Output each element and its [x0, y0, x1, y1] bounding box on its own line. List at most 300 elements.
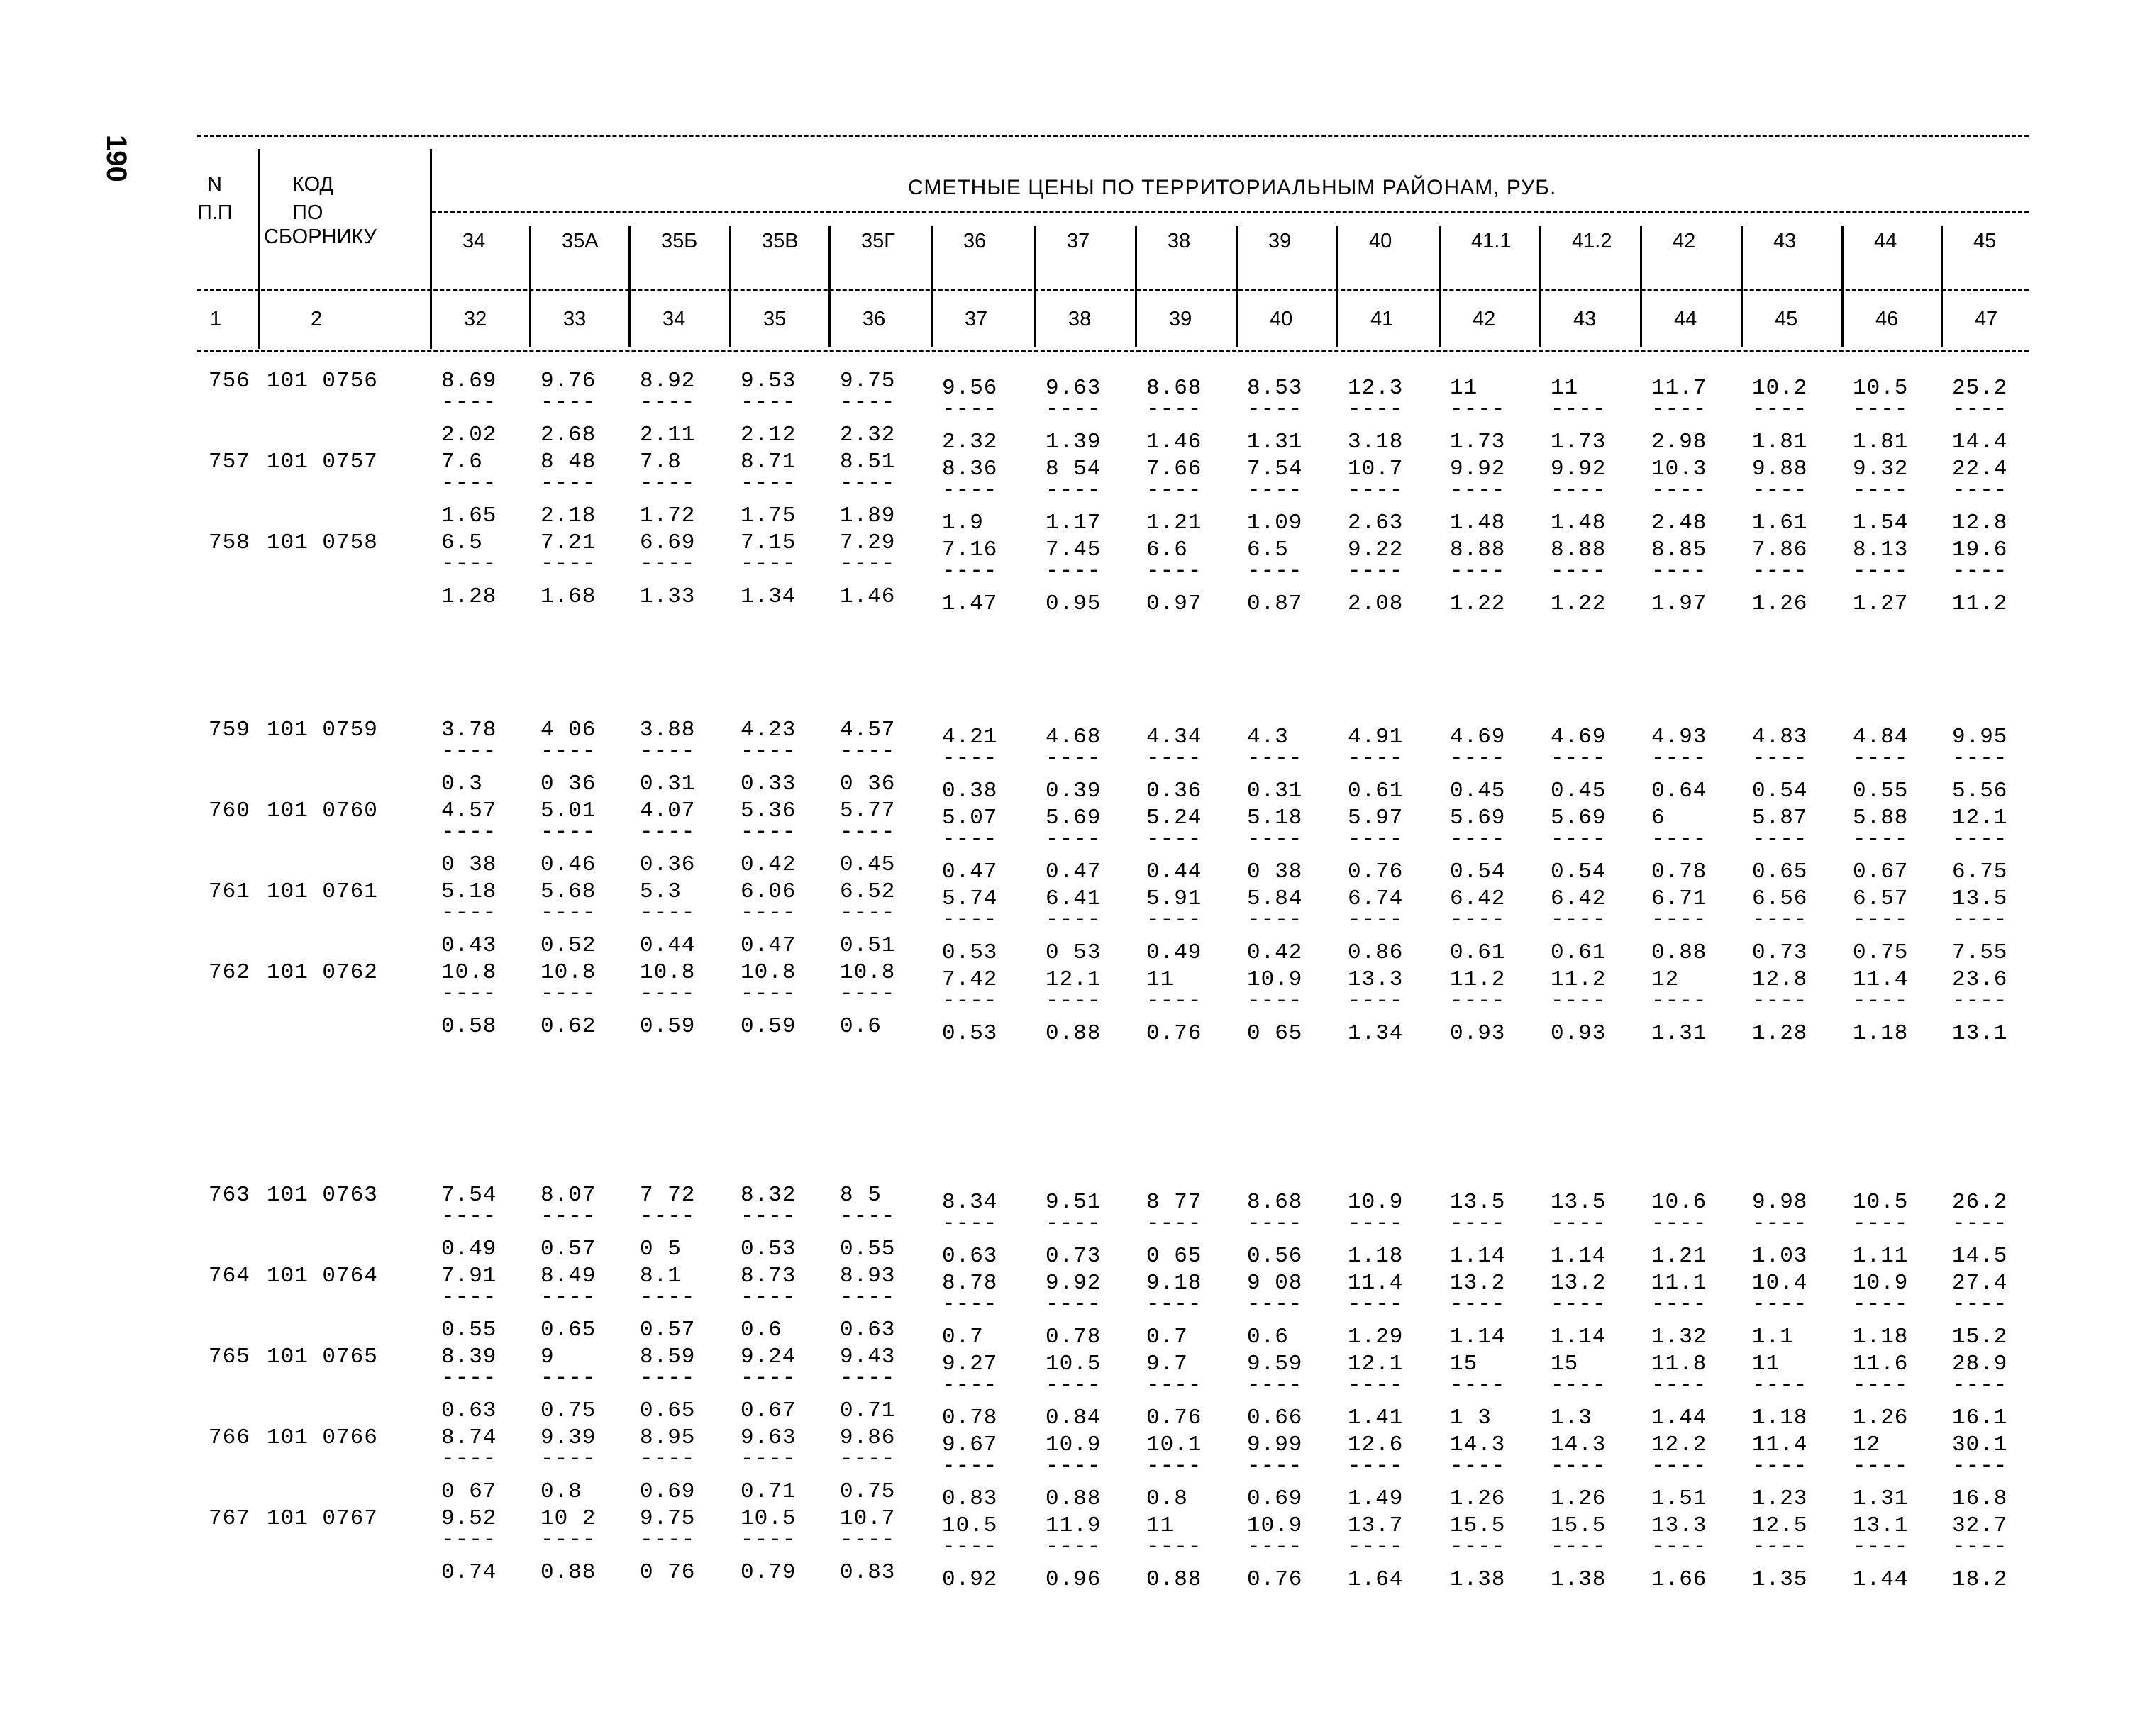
value-cell: 0.59	[741, 1014, 797, 1039]
fraction-bar: ----	[441, 981, 497, 1006]
value-cell: 7.6	[441, 450, 483, 474]
fraction-bar: ----	[1853, 989, 1909, 1013]
header-mid-rule	[431, 211, 2029, 213]
value-cell: 13.3	[1651, 1513, 1707, 1538]
value-cell: 28.9	[1952, 1352, 2008, 1376]
value-cell: 1.27	[1853, 591, 1909, 616]
value-cell: 8.39	[441, 1345, 497, 1369]
value-cell: 7.21	[541, 530, 597, 555]
fraction-bar: ----	[1046, 478, 1102, 503]
value-cell: 0.54	[1752, 779, 1808, 803]
value-cell: 8 77	[1146, 1190, 1202, 1215]
value-cell: 0.47	[741, 933, 797, 958]
value-cell: 9.43	[840, 1345, 896, 1369]
fraction-bar: ----	[741, 1366, 797, 1391]
fraction-bar: ----	[1752, 559, 1808, 584]
value-cell: 18.2	[1952, 1567, 2008, 1592]
fraction-bar: ----	[1952, 908, 2008, 933]
value-cell: 1.72	[640, 503, 696, 528]
value-cell: 4.84	[1853, 725, 1909, 750]
fraction-bar: ----	[1450, 1535, 1506, 1559]
value-cell: 5.18	[441, 879, 497, 904]
value-cell: 11.6	[1853, 1352, 1909, 1376]
fraction-bar: ----	[942, 1454, 998, 1479]
value-cell: 9.95	[1952, 725, 2008, 750]
district-header-9: 40	[1369, 230, 1392, 252]
district-col-number-9: 41	[1370, 308, 1394, 330]
value-cell: 1.34	[1348, 1021, 1404, 1046]
fraction-bar: ----	[640, 552, 696, 577]
value-cell: 7.91	[441, 1264, 497, 1289]
fraction-bar: ----	[942, 1373, 998, 1398]
fraction-bar: ----	[1247, 746, 1303, 771]
value-cell: 1.21	[1651, 1244, 1707, 1269]
fraction-bar: ----	[1752, 397, 1808, 422]
value-cell: 11.2	[1952, 591, 2008, 616]
value-cell: 8 48	[541, 450, 597, 474]
row-number: 763	[209, 1183, 250, 1208]
row-number: 756	[209, 369, 250, 394]
value-cell: 4.69	[1450, 725, 1506, 750]
district-divider-10	[1439, 226, 1441, 347]
fraction-bar: ----	[1348, 908, 1404, 933]
fraction-bar: ----	[1752, 827, 1808, 852]
district-divider-6	[1034, 226, 1036, 347]
value-cell: 0.44	[640, 933, 696, 958]
district-col-number-1: 33	[563, 308, 587, 330]
value-cell: 10.5	[1853, 376, 1909, 401]
value-cell: 9.88	[1752, 457, 1808, 482]
district-divider-7	[1135, 226, 1137, 347]
fraction-bar: ----	[942, 1535, 998, 1559]
fraction-bar: ----	[840, 739, 896, 764]
value-cell: 7.15	[741, 530, 797, 555]
fraction-bar: ----	[1651, 397, 1707, 422]
district-header-8: 39	[1268, 230, 1292, 252]
value-cell: 0.61	[1450, 940, 1506, 965]
value-cell: 9.76	[541, 369, 597, 394]
row-code: 101 0759	[267, 718, 378, 742]
district-header-10: 41.1	[1471, 230, 1512, 252]
fraction-bar: ----	[541, 981, 597, 1006]
fraction-bar: ----	[1046, 908, 1102, 933]
value-cell: 0.76	[1247, 1567, 1303, 1592]
value-cell: 7.45	[1046, 538, 1102, 562]
value-cell: 9.18	[1146, 1271, 1202, 1296]
fraction-bar: ----	[441, 739, 497, 764]
fraction-bar: ----	[942, 397, 998, 422]
value-cell: 13.2	[1450, 1271, 1506, 1296]
value-cell: 5.3	[640, 879, 682, 904]
value-cell: 9.63	[741, 1425, 797, 1450]
fraction-bar: ----	[1551, 746, 1607, 771]
value-cell: 1.34	[741, 584, 797, 609]
row-number: 762	[209, 960, 250, 985]
value-cell: 4.21	[942, 725, 998, 750]
value-cell: 0 36	[541, 772, 597, 796]
value-cell: 9.7	[1146, 1352, 1188, 1376]
fraction-bar: ----	[1348, 1211, 1404, 1236]
value-cell: 0.6	[1247, 1325, 1289, 1350]
fraction-bar: ----	[840, 471, 896, 496]
value-cell: 0.93	[1450, 1021, 1506, 1046]
value-cell: 0.7	[942, 1325, 984, 1350]
value-cell: 0.38	[942, 779, 998, 803]
district-col-number-15: 47	[1975, 308, 1998, 330]
value-cell: 6.06	[741, 879, 797, 904]
fraction-bar: ----	[942, 908, 998, 933]
district-header-15: 45	[1973, 230, 1997, 252]
district-col-number-12: 44	[1674, 308, 1697, 330]
district-divider-13	[1741, 226, 1743, 347]
value-cell: 0.56	[1247, 1244, 1303, 1269]
fraction-bar: ----	[541, 471, 597, 496]
value-cell: 0.65	[1752, 859, 1808, 884]
fraction-bar: ----	[1752, 1454, 1808, 1479]
row-number: 767	[209, 1506, 250, 1531]
value-cell: 0.78	[942, 1406, 998, 1430]
value-cell: 9.92	[1046, 1271, 1102, 1296]
value-cell: 1.97	[1651, 591, 1707, 616]
value-cell: 0.58	[441, 1014, 497, 1039]
value-cell: 0 36	[840, 772, 896, 796]
value-cell: 0.42	[1247, 940, 1303, 965]
value-cell: 0.75	[541, 1398, 597, 1423]
value-cell: 0.6	[741, 1318, 782, 1342]
value-cell: 1.35	[1752, 1567, 1808, 1592]
value-cell: 0.95	[1046, 591, 1102, 616]
fraction-bar: ----	[840, 981, 896, 1006]
row-number: 764	[209, 1264, 250, 1289]
value-cell: 13.5	[1551, 1190, 1607, 1215]
value-cell: 8.71	[741, 450, 797, 474]
value-cell: 5.74	[942, 886, 998, 911]
district-header-12: 42	[1673, 230, 1696, 252]
district-divider-3	[729, 226, 731, 347]
fraction-bar: ----	[441, 1447, 497, 1471]
value-cell: 0.7	[1146, 1325, 1188, 1350]
value-cell: 0 5	[640, 1237, 682, 1262]
value-cell: 4.83	[1752, 725, 1808, 750]
value-cell: 4.34	[1146, 725, 1202, 750]
fraction-bar: ----	[1952, 1535, 2008, 1559]
fraction-bar: ----	[1752, 989, 1808, 1013]
fraction-bar: ----	[1046, 1454, 1102, 1479]
value-cell: 10.8	[840, 960, 896, 985]
district-divider-2	[628, 226, 631, 347]
district-header-14: 44	[1874, 230, 1897, 252]
value-cell: 0.55	[1853, 779, 1909, 803]
fraction-bar: ----	[1450, 397, 1506, 422]
value-cell: 4.57	[840, 718, 896, 742]
value-cell: 0.65	[541, 1318, 597, 1342]
header-bottom-rule	[197, 350, 2029, 352]
fraction-bar: ----	[1046, 746, 1102, 771]
value-cell: 0.3	[441, 772, 483, 796]
value-cell: 0.39	[1046, 779, 1102, 803]
value-cell: 1.18	[1853, 1325, 1909, 1350]
value-cell: 12.3	[1348, 376, 1404, 401]
fraction-bar: ----	[1146, 478, 1202, 503]
fraction-bar: ----	[1046, 1292, 1102, 1317]
value-cell: 8.92	[640, 369, 696, 394]
value-cell: 1.38	[1450, 1567, 1506, 1592]
fraction-bar: ----	[640, 981, 696, 1006]
fraction-bar: ----	[840, 820, 896, 845]
value-cell: 1.14	[1450, 1244, 1506, 1269]
fraction-bar: ----	[441, 390, 497, 415]
value-cell: 8.69	[441, 369, 497, 394]
row-code: 101 0762	[267, 960, 378, 985]
value-cell: 1.46	[1146, 430, 1202, 455]
value-cell: 8.73	[741, 1264, 797, 1289]
value-cell: 0.78	[1046, 1325, 1102, 1350]
fraction-bar: ----	[441, 1366, 497, 1391]
value-cell: 1.39	[1046, 430, 1102, 455]
value-cell: 27.4	[1952, 1271, 2008, 1296]
value-cell: 0.59	[640, 1014, 696, 1039]
fraction-bar: ----	[741, 901, 797, 925]
value-cell: 14.4	[1952, 430, 2008, 455]
value-cell: 1 3	[1450, 1406, 1492, 1430]
value-cell: 15	[1551, 1352, 1579, 1376]
value-cell: 7.29	[840, 530, 896, 555]
value-cell: 1.51	[1651, 1486, 1707, 1511]
value-cell: 0.88	[1046, 1021, 1102, 1046]
code-label-3: СБОРНИКУ	[264, 226, 377, 248]
value-cell: 8.85	[1651, 538, 1707, 562]
value-cell: 12.8	[1752, 967, 1808, 992]
value-cell: 5.07	[942, 806, 998, 830]
fraction-bar: ----	[1348, 397, 1404, 422]
fraction-bar: ----	[840, 1528, 896, 1552]
value-cell: 1.54	[1853, 511, 1909, 535]
value-cell: 2.48	[1651, 511, 1707, 535]
value-cell: 2.32	[840, 423, 896, 447]
value-cell: 7.54	[1247, 457, 1303, 482]
value-cell: 10.3	[1651, 457, 1707, 482]
value-cell: 1.14	[1450, 1325, 1506, 1350]
value-cell: 11.2	[1450, 967, 1506, 992]
value-cell: 10.5	[942, 1513, 998, 1538]
value-cell: 6.6	[1146, 538, 1188, 562]
fraction-bar: ----	[541, 820, 597, 845]
value-cell: 11.8	[1651, 1352, 1707, 1376]
district-header-1: 35А	[562, 230, 599, 252]
fraction-bar: ----	[541, 552, 597, 577]
fraction-bar: ----	[1348, 1454, 1404, 1479]
fraction-bar: ----	[1450, 1211, 1506, 1236]
value-cell: 1.22	[1551, 591, 1607, 616]
value-cell: 0.75	[1853, 940, 1909, 965]
fraction-bar: ----	[1247, 1535, 1303, 1559]
district-divider-5	[931, 226, 933, 347]
value-cell: 9.32	[1853, 457, 1909, 482]
value-cell: 5.77	[840, 799, 896, 823]
value-cell: 9.75	[640, 1506, 696, 1531]
value-cell: 0.6	[840, 1014, 882, 1039]
value-cell: 0.51	[840, 933, 896, 958]
value-cell: 10.9	[1247, 967, 1303, 992]
value-cell: 0.46	[541, 852, 597, 877]
header-top-rule	[197, 135, 2029, 137]
value-cell: 0.86	[1348, 940, 1404, 965]
fraction-bar: ----	[1651, 746, 1707, 771]
row-number: 766	[209, 1425, 250, 1450]
value-cell: 10.8	[741, 960, 797, 985]
fraction-bar: ----	[640, 390, 696, 415]
fraction-bar: ----	[942, 559, 998, 584]
col-num-1: 1	[210, 308, 222, 330]
fraction-bar: ----	[1146, 397, 1202, 422]
value-cell: 0.62	[541, 1014, 597, 1039]
value-cell: 2.18	[541, 503, 597, 528]
value-cell: 5.18	[1247, 806, 1303, 830]
value-cell: 0.8	[541, 1479, 582, 1504]
fraction-bar: ----	[1551, 559, 1607, 584]
fraction-bar: ----	[1247, 559, 1303, 584]
value-cell: 1.48	[1450, 511, 1506, 535]
fraction-bar: ----	[1450, 1292, 1506, 1317]
fraction-bar: ----	[942, 1211, 998, 1236]
value-cell: 10.5	[741, 1506, 797, 1531]
fraction-bar: ----	[942, 989, 998, 1013]
fraction-bar: ----	[1146, 1292, 1202, 1317]
district-divider-4	[828, 226, 831, 347]
fraction-bar: ----	[741, 820, 797, 845]
fraction-bar: ----	[640, 739, 696, 764]
row-code: 101 0763	[267, 1183, 378, 1208]
value-cell: 32.7	[1952, 1513, 2008, 1538]
fraction-bar: ----	[1853, 1535, 1909, 1559]
value-cell: 0.71	[840, 1398, 896, 1423]
value-cell: 0.33	[741, 772, 797, 796]
fraction-bar: ----	[840, 1285, 896, 1310]
value-cell: 11	[1551, 376, 1579, 401]
value-cell: 19.6	[1952, 538, 2008, 562]
value-cell: 10.8	[441, 960, 497, 985]
value-cell: 1.18	[1752, 1406, 1808, 1430]
value-cell: 10.5	[1046, 1352, 1102, 1376]
fraction-bar: ----	[1651, 1454, 1707, 1479]
value-cell: 6.71	[1651, 886, 1707, 911]
value-cell: 1.73	[1551, 430, 1607, 455]
fraction-bar: ----	[1853, 1292, 1909, 1317]
fraction-bar: ----	[541, 901, 597, 925]
value-cell: 10.6	[1651, 1190, 1707, 1215]
value-cell: 3.78	[441, 718, 497, 742]
fraction-bar: ----	[1952, 559, 2008, 584]
col-num-2: 2	[311, 308, 323, 330]
fraction-bar: ----	[1247, 397, 1303, 422]
value-cell: 9.63	[1046, 376, 1102, 401]
value-cell: 0.54	[1551, 859, 1607, 884]
fraction-bar: ----	[942, 827, 998, 852]
value-cell: 0.45	[1551, 779, 1607, 803]
value-cell: 7.16	[942, 538, 998, 562]
code-label-1: КОД	[292, 173, 334, 196]
value-cell: 7.66	[1146, 457, 1202, 482]
value-cell: 10.9	[1853, 1271, 1909, 1296]
value-cell: 2.02	[441, 423, 497, 447]
value-cell: 8.78	[942, 1271, 998, 1296]
fraction-bar: ----	[1853, 827, 1909, 852]
fraction-bar: ----	[1450, 908, 1506, 933]
fraction-bar: ----	[741, 390, 797, 415]
value-cell: 9.92	[1551, 457, 1607, 482]
value-cell: 8.1	[640, 1264, 682, 1289]
value-cell: 8.93	[840, 1264, 896, 1289]
district-header-3: 35В	[762, 230, 799, 252]
fraction-bar: ----	[441, 1528, 497, 1552]
value-cell: 7.86	[1752, 538, 1808, 562]
value-cell: 5.69	[1551, 806, 1607, 830]
district-divider-1	[529, 226, 531, 347]
value-cell: 13.1	[1952, 1021, 2008, 1046]
row-code: 101 0758	[267, 530, 378, 555]
value-cell: 1.22	[1450, 591, 1506, 616]
value-cell: 1.73	[1450, 430, 1506, 455]
fraction-bar: ----	[840, 1447, 896, 1471]
value-cell: 7.54	[441, 1183, 497, 1208]
fraction-bar: ----	[1952, 397, 2008, 422]
fraction-bar: ----	[1146, 1535, 1202, 1559]
fraction-bar: ----	[1348, 1373, 1404, 1398]
value-cell: 4.69	[1551, 725, 1607, 750]
value-cell: 1.61	[1752, 511, 1808, 535]
fraction-bar: ----	[541, 1204, 597, 1229]
header-divider-a	[258, 149, 260, 349]
value-cell: 13.1	[1853, 1513, 1909, 1538]
value-cell: 12	[1853, 1432, 1881, 1457]
value-cell: 9.27	[942, 1352, 998, 1376]
value-cell: 0.92	[942, 1567, 998, 1592]
value-cell: 0.83	[840, 1560, 896, 1585]
fraction-bar: ----	[942, 1292, 998, 1317]
fraction-bar: ----	[1752, 478, 1808, 503]
page-number: 190	[101, 135, 132, 182]
value-cell: 1.31	[1247, 430, 1303, 455]
value-cell: 1.66	[1651, 1567, 1707, 1592]
fraction-bar: ----	[1450, 559, 1506, 584]
fraction-bar: ----	[1752, 1292, 1808, 1317]
value-cell: 13.5	[1952, 886, 2008, 911]
header-sub-rule	[197, 289, 2029, 291]
value-cell: 0.49	[441, 1237, 497, 1262]
fraction-bar: ----	[1146, 1373, 1202, 1398]
value-cell: 1.29	[1348, 1325, 1404, 1350]
district-header-13: 43	[1773, 230, 1797, 252]
value-cell: 10.2	[1752, 376, 1808, 401]
value-cell: 0.73	[1046, 1244, 1102, 1269]
fraction-bar: ----	[1247, 908, 1303, 933]
value-cell: 0.36	[1146, 779, 1202, 803]
fraction-bar: ----	[1146, 989, 1202, 1013]
value-cell: 0 67	[441, 1479, 497, 1504]
value-cell: 1.44	[1651, 1406, 1707, 1430]
value-cell: 1.68	[541, 584, 597, 609]
fraction-bar: ----	[1651, 989, 1707, 1013]
district-header-11: 41.2	[1572, 230, 1612, 252]
value-cell: 12.5	[1752, 1513, 1808, 1538]
value-cell: 0.71	[741, 1479, 797, 1504]
value-cell: 1.9	[942, 511, 984, 535]
value-cell: 13.7	[1348, 1513, 1404, 1538]
value-cell: 10.9	[1348, 1190, 1404, 1215]
district-divider-14	[1841, 226, 1844, 347]
np-label-2: П.П	[197, 201, 233, 224]
value-cell: 0.78	[1651, 859, 1707, 884]
